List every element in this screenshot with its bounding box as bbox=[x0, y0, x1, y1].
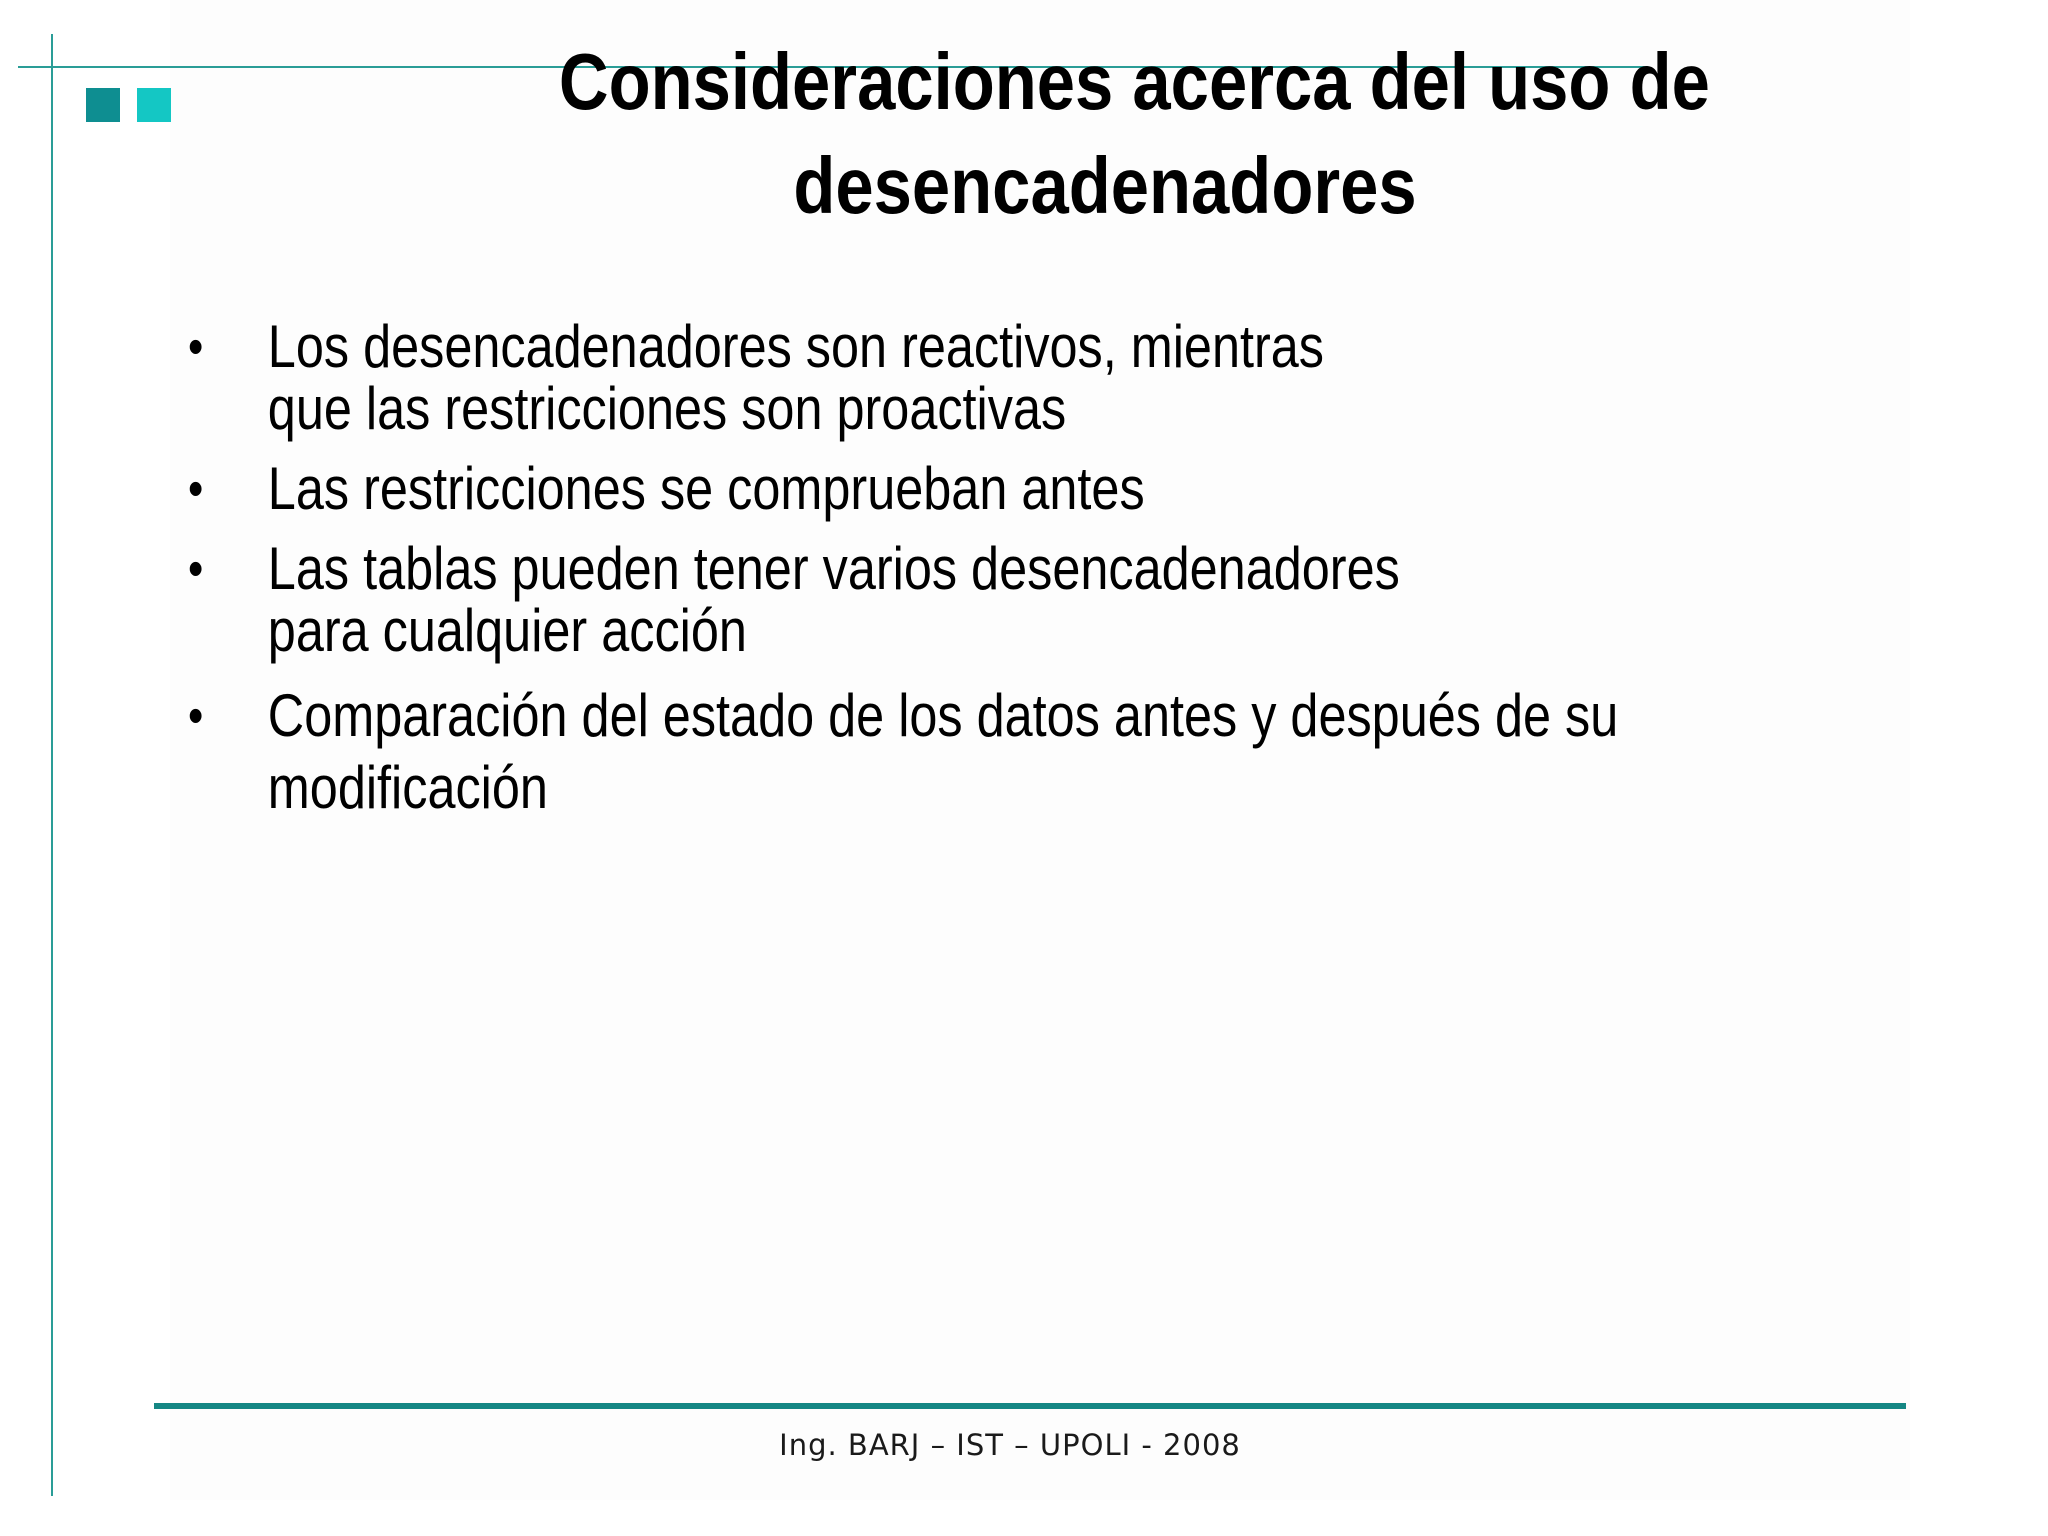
bullet-item-2 bbox=[188, 455, 1633, 522]
bullet-marker: • bbox=[188, 540, 204, 598]
bullet-item-1 bbox=[188, 313, 1633, 442]
slide-footer: Ing. BARJ – IST – UPOLI - 2008 bbox=[779, 1428, 1241, 1462]
decorative-square-light bbox=[137, 88, 171, 122]
bullet-1-line-1: Los desencadenadores son reactivos, mientras bbox=[267, 313, 1325, 380]
bullet-3-line-1: Las tablas pueden tener varios desencadenadores bbox=[267, 535, 1400, 602]
decorative-square-dark bbox=[86, 88, 120, 122]
bullet-4-line-1: Comparación del estado de los datos antes y después de su bbox=[267, 682, 1619, 749]
left-accent-rule bbox=[51, 34, 53, 1496]
bullet-item-4 bbox=[188, 680, 1633, 824]
bullet-1-line-2: que las restricciones son proactivas bbox=[267, 375, 1067, 442]
bullet-item-3 bbox=[188, 535, 1633, 664]
bullet-marker: • bbox=[188, 687, 204, 745]
bullet-list bbox=[188, 313, 1633, 842]
bullet-2-line-1: Las restricciones se comprueban antes bbox=[267, 455, 1145, 522]
bullet-marker: • bbox=[188, 460, 204, 518]
bullet-4-line-2: modificación bbox=[267, 754, 548, 821]
slide-title-line-2: desencadenadores bbox=[793, 141, 1417, 230]
bullet-3-line-2: para cualquier acción bbox=[267, 597, 747, 664]
footer-rule bbox=[154, 1403, 1906, 1409]
slide-title bbox=[558, 30, 1710, 238]
slide-title-line-1: Consideraciones acerca del uso de bbox=[558, 37, 1710, 126]
bullet-marker: • bbox=[188, 318, 204, 376]
